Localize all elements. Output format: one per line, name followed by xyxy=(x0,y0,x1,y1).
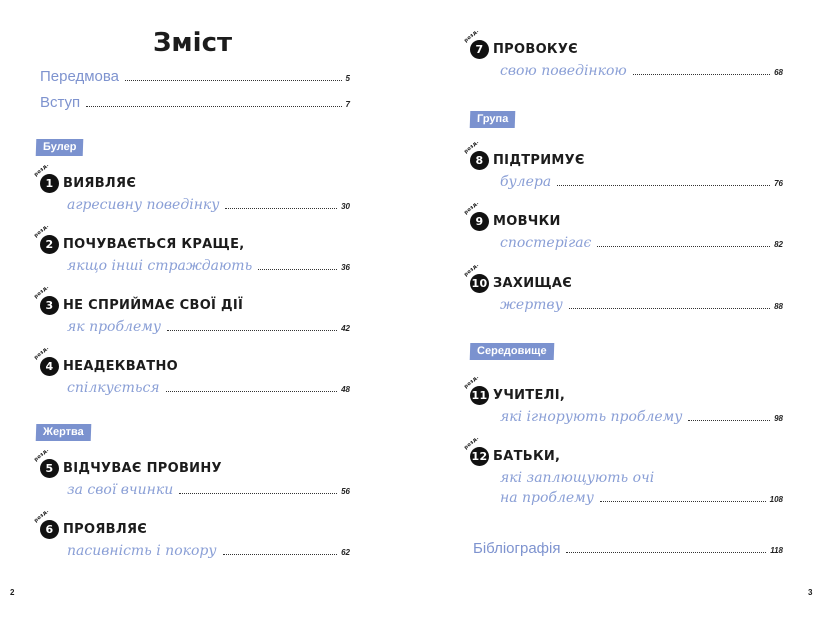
leader-dots xyxy=(125,79,342,81)
entry-heading: ЗАХИЩАЄ xyxy=(493,276,573,291)
toc-entry[interactable] xyxy=(33,284,350,335)
toc-page: 68 xyxy=(774,68,783,77)
entry-heading: НЕАДЕКВАТНО xyxy=(63,359,178,374)
entry-subtitle: булера xyxy=(500,174,552,190)
entry-subtitle: свою поведінкою xyxy=(500,63,627,79)
number-badge-icon: розд. 6 xyxy=(40,520,59,539)
entry-heading: ВИЯВЛЯЄ xyxy=(63,176,137,191)
toc-page: 76 xyxy=(774,179,783,188)
leader-dots xyxy=(600,500,766,502)
entry-heading: ВІДЧУВАЄ ПРОВИНУ xyxy=(63,461,222,476)
toc-page: 36 xyxy=(341,263,350,272)
toc-page: 98 xyxy=(774,414,783,423)
number-badge-icon: розд. 2 xyxy=(40,235,59,254)
section-tag: Булер xyxy=(36,139,84,156)
page-number: 2 xyxy=(10,588,15,597)
leader-dots xyxy=(167,329,337,331)
leader-dots xyxy=(557,184,770,186)
entry-heading: НЕ СПРИЙМАЄ СВОЇ ДІЇ xyxy=(63,298,244,313)
number-badge-icon: розд. 10 xyxy=(470,274,489,293)
toc-entry[interactable] xyxy=(463,374,783,425)
leader-dots xyxy=(166,390,338,392)
toc-page: 42 xyxy=(341,324,350,333)
toc-entry[interactable] xyxy=(463,28,783,79)
toc-entry[interactable] xyxy=(33,508,350,559)
leader-dots xyxy=(569,307,770,309)
toc-entry[interactable] xyxy=(33,345,350,396)
number-badge-icon: розд. 7 xyxy=(470,40,489,59)
entry-subtitle: як проблему xyxy=(67,319,161,335)
right-page xyxy=(415,0,830,624)
toc-entry[interactable] xyxy=(33,162,350,213)
leader-dots xyxy=(688,419,770,421)
page-title: Зміст xyxy=(152,28,233,58)
number-badge-icon: розд. 12 xyxy=(470,447,489,466)
toc-entry[interactable] xyxy=(463,139,783,190)
entry-heading: БАТЬКИ, xyxy=(493,449,561,464)
leader-dots xyxy=(566,551,766,553)
leader-dots xyxy=(225,207,337,209)
toc-page: 56 xyxy=(341,487,350,496)
number-badge-icon: розд. 4 xyxy=(40,357,59,376)
toc-label: Вступ xyxy=(40,94,81,111)
number-badge-icon: розд. 5 xyxy=(40,459,59,478)
number-badge-icon: розд. 3 xyxy=(40,296,59,315)
toc-page: 82 xyxy=(774,240,783,249)
toc-entry[interactable] xyxy=(33,447,350,498)
toc-row-bibliography[interactable] xyxy=(473,540,783,557)
entry-heading: ПОЧУВАЄТЬСЯ КРАЩЕ, xyxy=(63,237,245,252)
toc-entry[interactable] xyxy=(463,262,783,313)
toc-page: 62 xyxy=(341,548,350,557)
toc-label: Бібліографія xyxy=(473,540,561,557)
toc-entry[interactable] xyxy=(463,435,783,506)
toc-entry[interactable] xyxy=(463,200,783,251)
leader-dots xyxy=(633,73,770,75)
toc-entry[interactable] xyxy=(33,223,350,274)
toc-page: 48 xyxy=(341,385,350,394)
toc-row-preface[interactable] xyxy=(40,68,350,85)
entry-subtitle: які ігнорують проблему xyxy=(500,409,683,425)
toc-label: Передмова xyxy=(40,68,120,85)
entry-heading: УЧИТЕЛІ, xyxy=(493,388,566,403)
entry-subtitle: пасивність і покору xyxy=(67,543,217,559)
leader-dots xyxy=(258,268,337,270)
entry-heading: ПРОВОКУЄ xyxy=(493,42,579,57)
section-tag: Група xyxy=(470,111,516,128)
toc-page: 7 xyxy=(345,100,350,109)
toc-page: 5 xyxy=(345,74,350,83)
entry-subtitle: які заплющують очі xyxy=(500,470,655,486)
page-number: 3 xyxy=(808,588,813,597)
leader-dots xyxy=(597,245,770,247)
entry-heading: ПРОЯВЛЯЄ xyxy=(63,522,148,537)
entry-subtitle: агресивну поведінку xyxy=(67,197,220,213)
leader-dots xyxy=(86,105,341,107)
section-tag: Жертва xyxy=(36,424,91,441)
number-badge-icon: розд. 11 xyxy=(470,386,489,405)
leader-dots xyxy=(223,553,338,555)
toc-page: 108 xyxy=(769,495,783,504)
toc-row-intro[interactable] xyxy=(40,94,350,111)
entry-subtitle-cont: на проблему xyxy=(500,490,594,506)
leader-dots xyxy=(179,492,337,494)
toc-page: 30 xyxy=(341,202,350,211)
entry-subtitle: за свої вчинки xyxy=(67,482,174,498)
entry-heading: МОВЧКИ xyxy=(493,214,561,229)
entry-subtitle: жертву xyxy=(500,297,563,313)
entry-subtitle: спостерігає xyxy=(500,235,592,251)
number-badge-icon: розд. 1 xyxy=(40,174,59,193)
toc-page: 88 xyxy=(774,302,783,311)
entry-heading: ПІДТРИМУЄ xyxy=(493,153,585,168)
section-tag: Середовище xyxy=(470,343,554,360)
entry-subtitle: якщо інші страждають xyxy=(67,258,253,274)
entry-subtitle: спілкується xyxy=(67,380,160,396)
toc-page: 118 xyxy=(770,546,783,555)
number-badge-icon: розд. 8 xyxy=(470,151,489,170)
number-badge-icon: розд. 9 xyxy=(470,212,489,231)
